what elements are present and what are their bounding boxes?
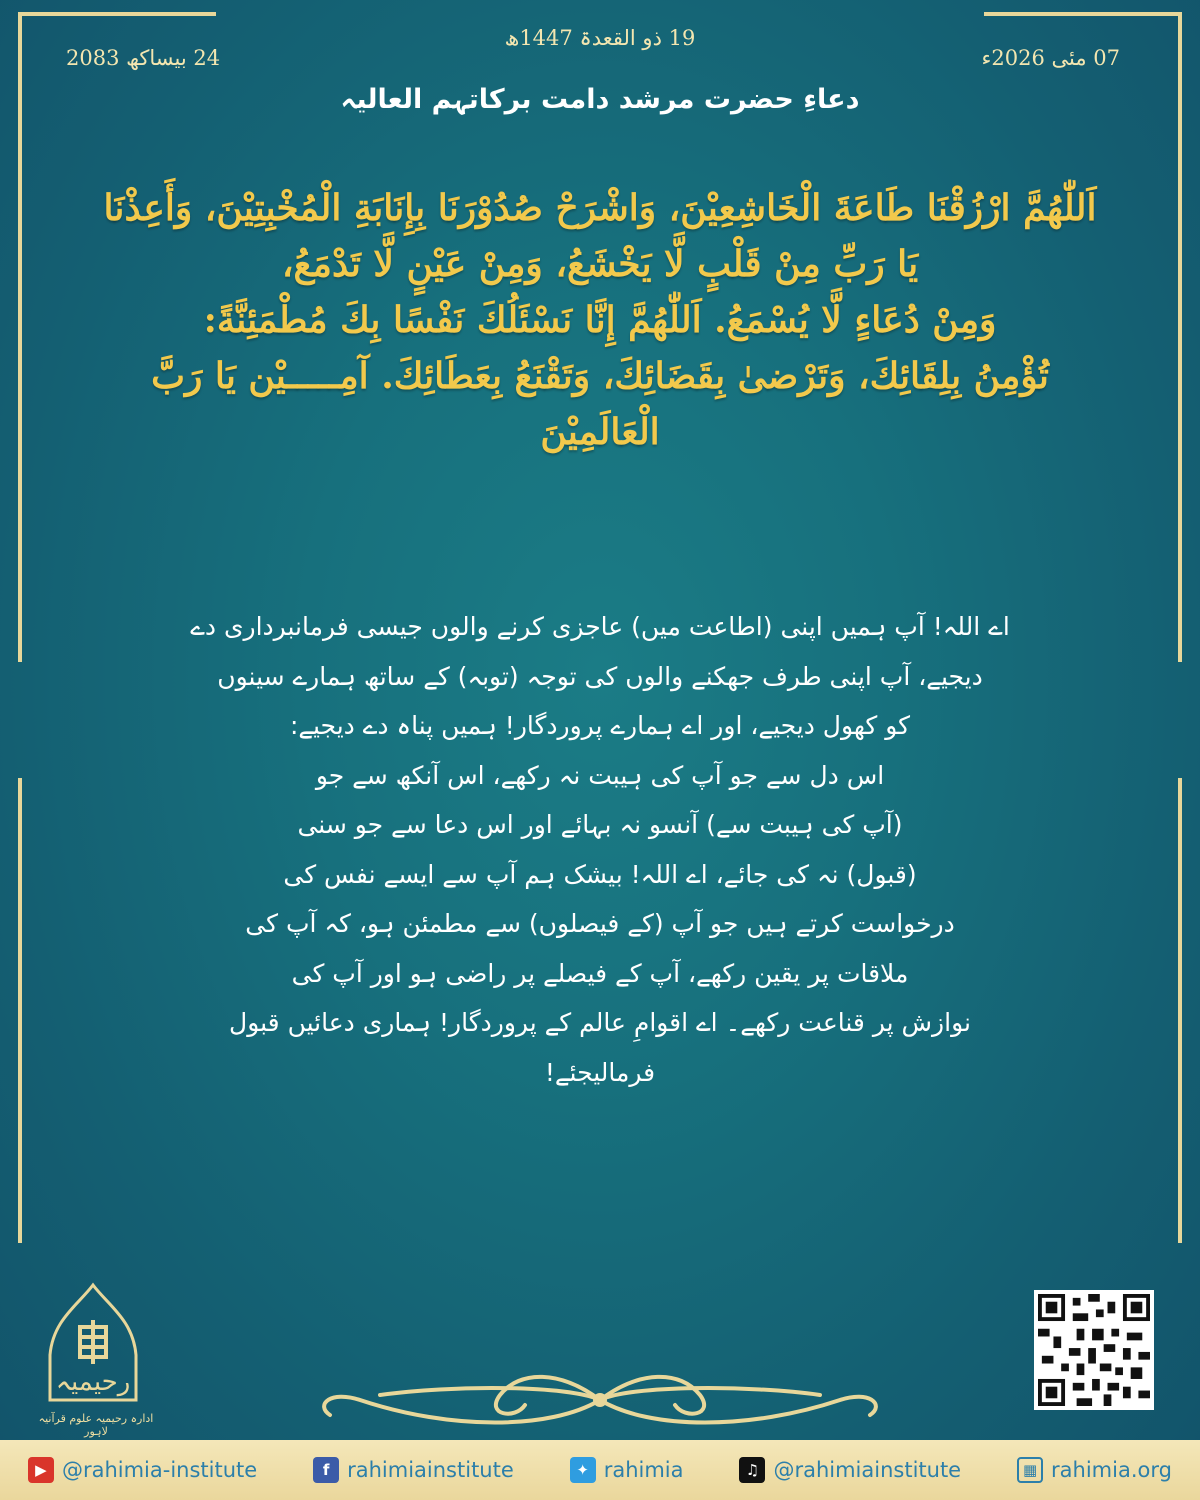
twitter-icon: ✦: [570, 1457, 596, 1483]
frame-top-left: [18, 12, 216, 16]
urdu-translation: [120, 602, 1080, 1097]
logo-name: رحیمیہ: [55, 1367, 131, 1397]
urdu-line: فرمالیجئے!: [544, 1057, 656, 1087]
ornament-divider: [300, 1360, 900, 1440]
arabic-line: وَمِنْ دُعَاءٍ لَّا يُسْمَعُ. اَللّٰهُمَّ إِنَّا نَسْئَلُكَ نَفْسًا بِكَ مُطْمَئِنَّةً:: [203, 299, 997, 341]
qr-code[interactable]: [1034, 1290, 1154, 1410]
website-icon: ▦: [1017, 1457, 1043, 1483]
urdu-line: اس دل سے جو آپ کی ہیبت نہ رکھے، اس آنکھ سے جو: [315, 760, 885, 790]
arabic-line: اَللّٰهُمَّ ارْزُقْنَا طَاعَةَ الْخَاشِعِيْنَ، وَاشْرَحْ صُدُوْرَنَا بِإِنَابَةِ الْمُخْبِتِيْنَ، وَأَعِذْنَا: [103, 187, 1097, 229]
website-url: rahimia.org: [1051, 1458, 1172, 1482]
urdu-line: اے اللہ! آپ ہمیں اپنی (اطاعت میں) عاجزی کرنے والوں جیسی فرمانبرداری دے: [190, 612, 1010, 641]
footer-social-bar: [0, 1440, 1200, 1500]
logo-caption: ادارہ رحیمیہ علوم قرآنیہ لاہور: [38, 1412, 154, 1438]
arabic-dua: [70, 180, 1130, 460]
page-title: دعاءِ حضرت مرشد دامت برکاتہم العالیہ: [340, 84, 860, 115]
hijri-date: 19 ذو القعدۃ 1447ھ: [504, 26, 696, 50]
frame-left-bottom: [18, 778, 22, 1243]
youtube-icon: ▶: [28, 1457, 54, 1483]
tiktok-link[interactable]: [739, 1457, 961, 1483]
urdu-line: درخواست کرتے ہیں جو آپ (کے فیصلوں) سے مطمئن ہو، کہ آپ کی: [245, 909, 955, 938]
twitter-link[interactable]: [570, 1457, 684, 1483]
frame-right-bottom: [1178, 778, 1182, 1243]
website-link[interactable]: [1017, 1457, 1172, 1483]
urdu-line: (آپ کی ہیبت سے) آنسو نہ بہائے اور اس دعا سے جو سنی: [297, 810, 903, 839]
facebook-handle: rahimiainstitute: [347, 1458, 514, 1482]
urdu-line: کو کھول دیجیے، اور اے ہمارے پروردگار! ہمیں پناہ دے دیجیے:: [289, 711, 911, 740]
youtube-link[interactable]: [28, 1457, 257, 1483]
tiktok-icon: ♫: [739, 1457, 765, 1483]
urdu-line: ملاقات پر یقین رکھے، آپ کے فیصلے پر راضی ہو اور آپ کی: [291, 958, 909, 988]
facebook-icon: f: [313, 1457, 339, 1483]
arabic-line: الْعَالَمِيْنَ: [540, 411, 660, 453]
urdu-line: (قبول) نہ کی جائے، اے اللہ! بیشک ہم آپ سے ایسے نفس کی: [283, 859, 917, 889]
urdu-line: دیجیے، آپ اپنی طرف جھکنے والوں کی توجہ (توبہ) کے ساتھ ہمارے سینوں: [217, 661, 983, 691]
urdu-line: نوازش پر قناعت رکھے۔ اے اقوامِ عالم کے پروردگار! ہماری دعائیں قبول: [229, 1008, 971, 1037]
bikrami-date: 24 بیساکھ 2083: [66, 46, 221, 70]
youtube-handle: @rahimia-institute: [61, 1458, 258, 1482]
arabic-line: تُؤْمِنُ بِلِقَائِكَ، وَتَرْضىٰ بِقَضَائِكَ، وَتَقْنَعُ بِعَطَائِكَ. آمِـــــيْن يَا رَبَّ: [151, 355, 1049, 397]
tiktok-handle: @rahimiainstitute: [773, 1458, 962, 1482]
twitter-handle: rahimia: [603, 1458, 684, 1482]
facebook-link[interactable]: [313, 1457, 514, 1483]
frame-top-right: [984, 12, 1182, 16]
gregorian-date: 07 مئی 2026ء: [981, 46, 1120, 70]
institute-logo: [38, 1280, 148, 1430]
arabic-line: يَا رَبِّ مِنْ قَلْبٍ لَّا يَخْشَعُ، وَمِنْ عَيْنٍ لَّا تَدْمَعُ،: [281, 243, 919, 285]
